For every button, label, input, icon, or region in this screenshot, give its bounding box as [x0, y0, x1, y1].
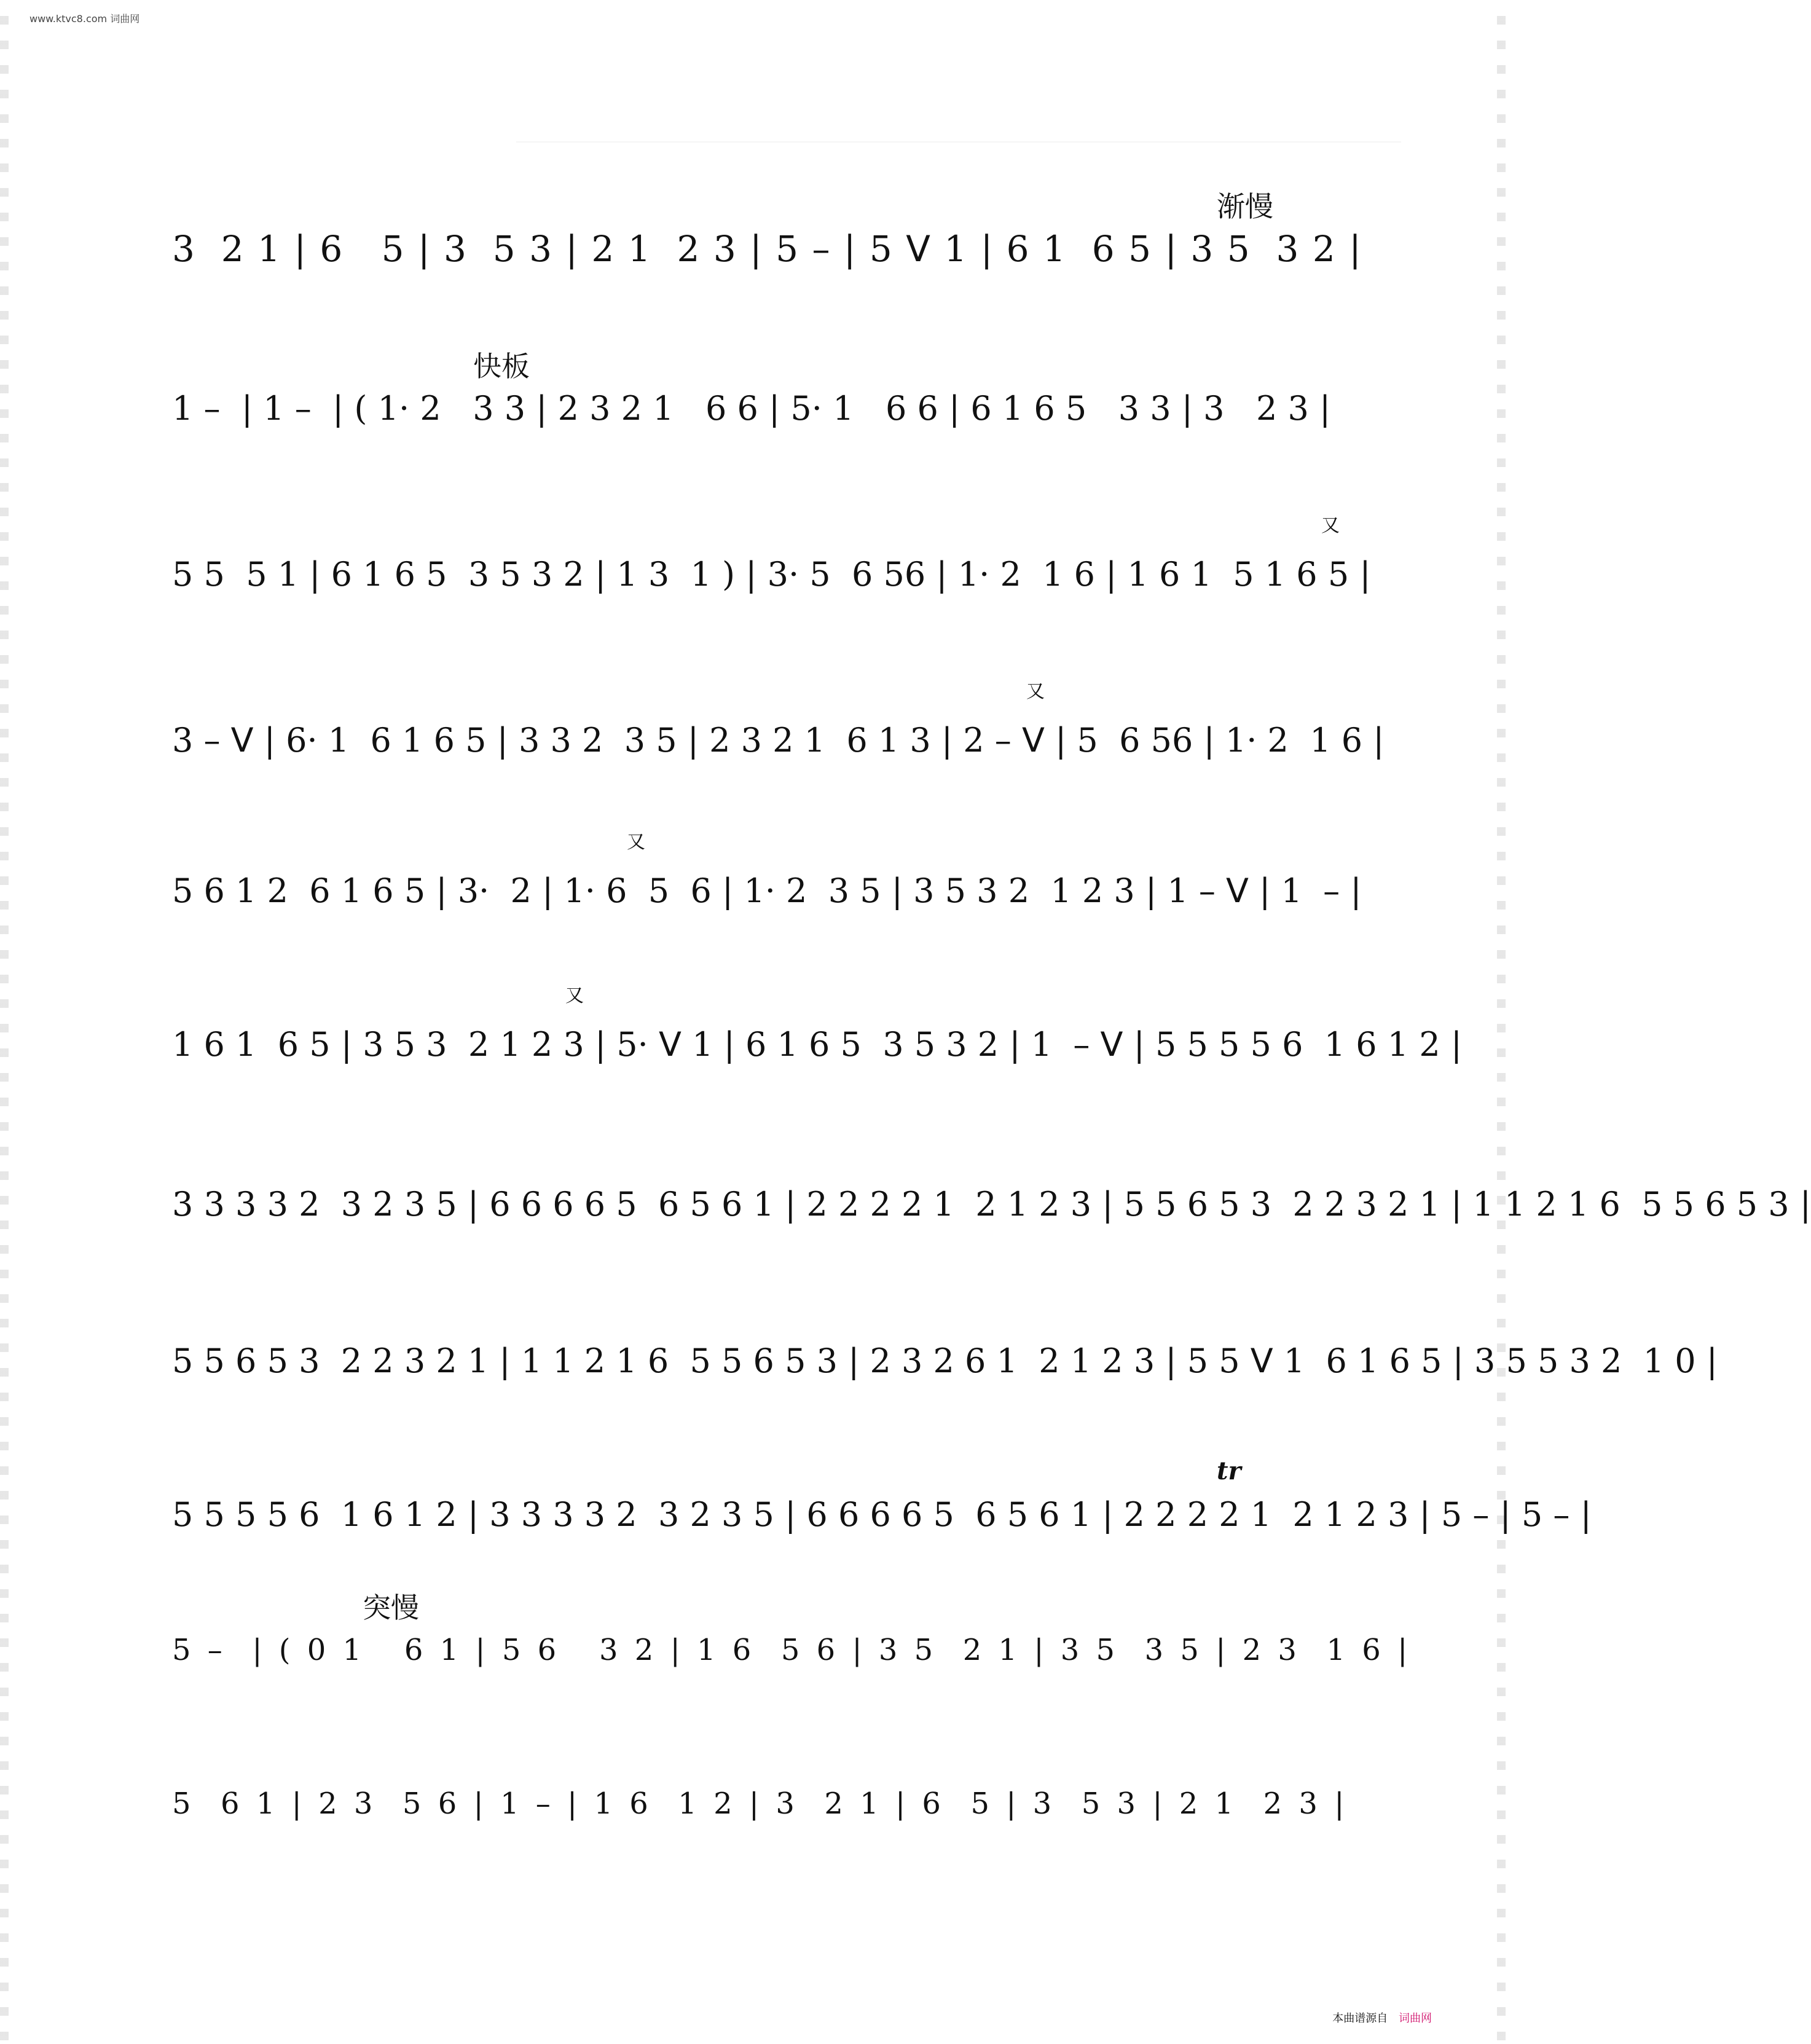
tempo-marking: 渐慢 — [1217, 190, 1273, 223]
notation: 5 – | ( 0 1 6 1 | 5 6 3 2 | 1 6 5 6 | 3 5 2 1 | 3 5 3 5 | 2 3 1 6 | — [172, 1633, 1412, 1667]
notation: 1 6 1 6 5 | 3 5 3 2 1 2 3 | 5· ᐯ 1 | 6 1 6 5 3 5 3 2 | 1 – ᐯ | 5 5 5 5 6 1 6 1 2 | — [172, 1025, 1463, 1064]
tempo-marking: 快板 — [473, 350, 530, 383]
notation: 3 – ᐯ | 6· 1 6 1 6 5 | 3 3 2 3 5 | 2 3 2 1 6 1 3 | 2 – ᐯ | 5 6 56 | 1· 2 1 6 | — [172, 721, 1385, 760]
score-line-10 — [172, 1586, 1412, 1678]
score-line-2 — [172, 344, 1377, 436]
notation: 3 2 1 | 6 5 | 3 5 3 | 2 1 2 3 | 5 – | 5 ᐯ 1 | 6 1 6 5 | 3 5 3 2 | — [172, 228, 1362, 270]
notation: 3 3 3 3 2 3 2 3 5 | 6 6 6 6 5 6 5 6 1 | 2 2 2 2 1 2 1 2 3 | 5 5 6 5 3 2 2 3 2 1 | 1 1 2 1 6 5 5 6 5 3 | — [172, 1185, 1811, 1224]
score-line-3 — [172, 510, 1377, 602]
credit-text: 本曲谱源自 — [1332, 2012, 1388, 2025]
tempo-marking: 突慢 — [363, 1591, 419, 1624]
ornament-mark: 又 — [627, 831, 645, 853]
footer-credit — [1332, 2010, 1432, 2026]
notation: 5 5 6 5 3 2 2 3 2 1 | 1 1 2 1 6 5 5 6 5 3 | 2 3 2 6 1 2 1 2 3 | 5 5 ᐯ 1 6 1 6 5 | 3 5 5 3 2 1 0 | — [172, 1342, 1718, 1380]
score-line-8 — [172, 1297, 1718, 1389]
score-line-7 — [172, 1140, 1811, 1232]
ornament-mark: 又 — [1321, 515, 1340, 537]
score-line-4 — [172, 676, 1385, 768]
score-line-11 — [172, 1739, 1377, 1831]
score-line-9 — [172, 1450, 1592, 1543]
brand-logo-text[interactable]: 词曲网 — [1399, 2012, 1432, 2025]
notation: 5 6 1 2 6 1 6 5 | 3· 2 | 1· 6 5 6 | 1· 2 3 5 | 3 5 3 2 1 2 3 | 1 – ᐯ | 1 – | — [172, 871, 1362, 910]
notation: 1 – | 1 – | ( 1· 2 3 3 | 2 3 2 1 6 6 | 5· 1 6 6 | 6 1 6 5 3 3 | 3 2 3 | — [172, 389, 1331, 428]
trill-mark: tr — [1217, 1456, 1241, 1485]
score-line-6 — [172, 980, 1463, 1072]
site-url: www.ktvc8.com 词曲网 — [29, 13, 140, 25]
ornament-mark: 又 — [1026, 681, 1045, 702]
notation: 5 5 5 5 6 1 6 1 2 | 3 3 3 3 2 3 2 3 5 | 6 6 6 6 5 6 5 6 1 | 2 2 2 2 1 2 1 2 3 | 5 – | 5 – | — [172, 1495, 1592, 1534]
score-line-1 — [172, 184, 1377, 277]
score-line-5 — [172, 827, 1377, 919]
ornament-mark: 又 — [565, 985, 584, 1007]
notation: 5 5 5 1 | 6 1 6 5 3 5 3 2 | 1 3 1 ) | 3· 5 6 56 | 1· 2 1 6 | 1 6 1 5 1 6 5 | — [172, 555, 1371, 594]
notation: 5 6 1 | 2 3 5 6 | 1 – | 1 6 1 2 | 3 2 1 | 6 5 | 3 5 3 | 2 1 2 3 | — [172, 1787, 1348, 1821]
